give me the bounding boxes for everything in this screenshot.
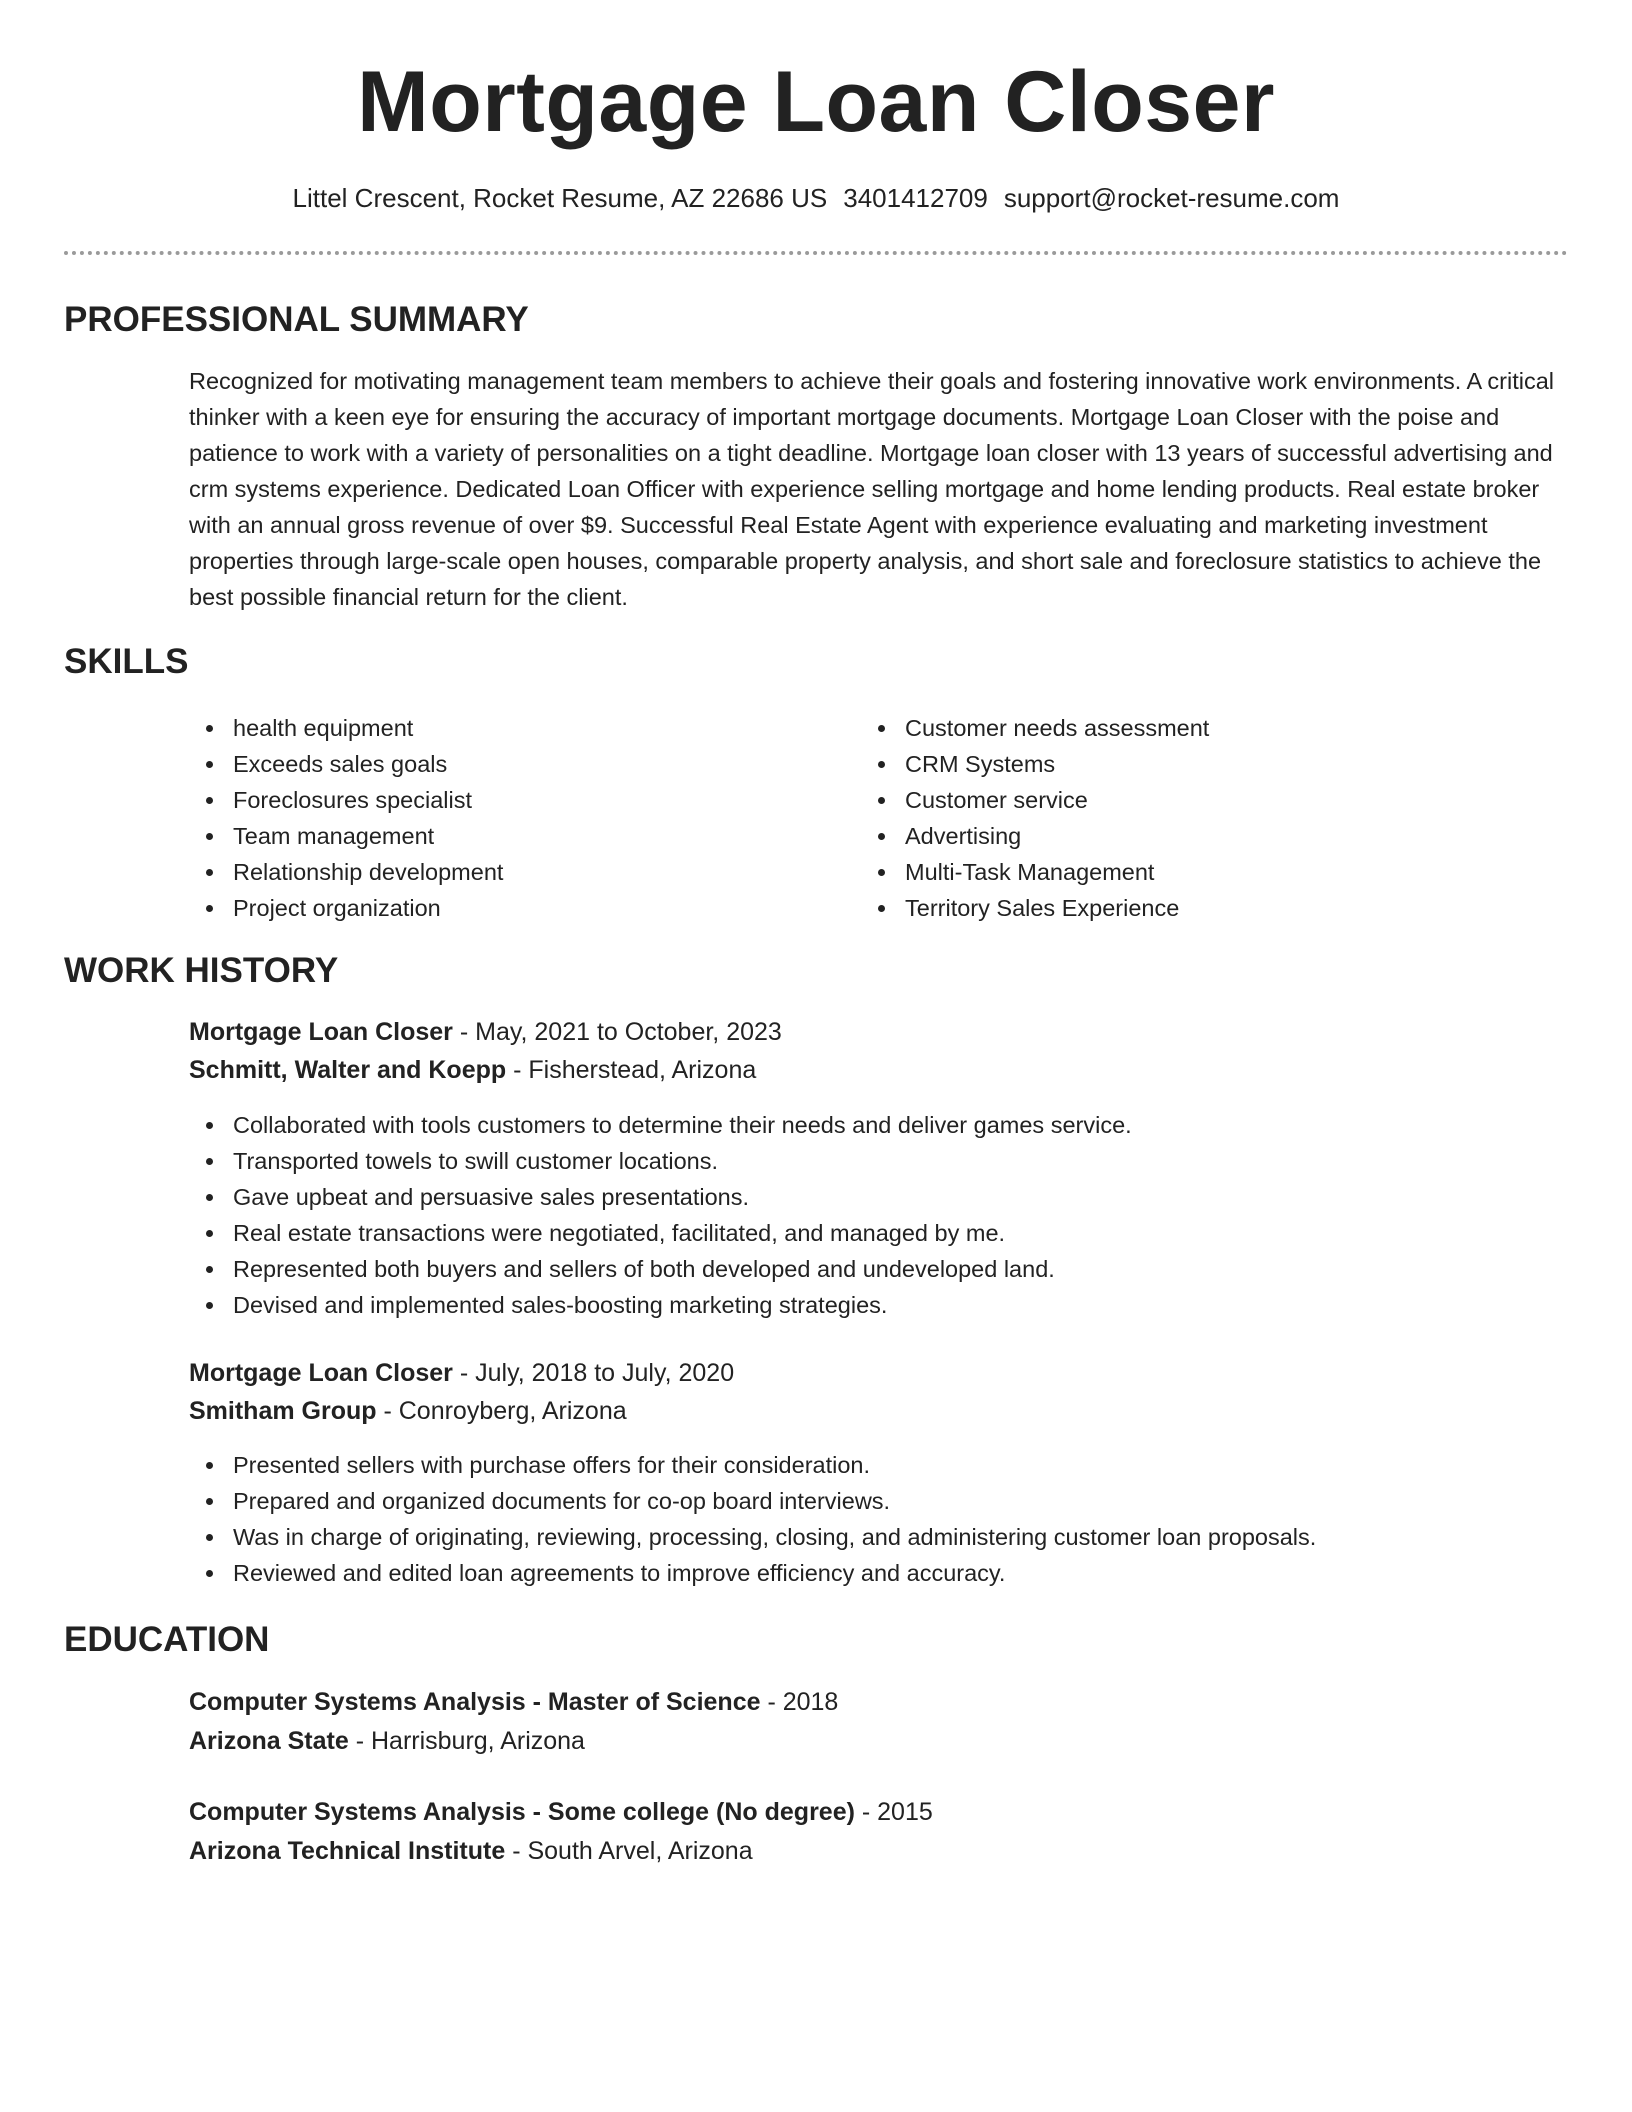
education-degree-line bbox=[189, 1793, 933, 1831]
job-company-line bbox=[189, 1392, 627, 1430]
contact-email: support@rocket-resume.com bbox=[1003, 183, 1340, 213]
contact-address: Littel Crescent, Rocket Resume, AZ 22686 US bbox=[292, 183, 828, 213]
job-bullet: Presented sellers with purchase offers for their consideration. bbox=[189, 1447, 1316, 1483]
skill-item: Project organization bbox=[189, 890, 503, 926]
skill-item: Territory Sales Experience bbox=[861, 890, 1209, 926]
job-role: Mortgage Loan Closer bbox=[189, 1018, 453, 1046]
skill-item: CRM Systems bbox=[861, 746, 1209, 782]
job-company: Schmitt, Walter and Koepp bbox=[189, 1056, 507, 1084]
job-title-line bbox=[189, 1354, 734, 1392]
contact-line bbox=[64, 180, 1568, 216]
job-company-line bbox=[189, 1051, 756, 1089]
job-dates: - May, 2021 to October, 2023 bbox=[452, 1018, 782, 1046]
job-location: - Fisherstead, Arizona bbox=[506, 1056, 757, 1084]
education-year: - 2015 bbox=[854, 1798, 933, 1826]
education-school-line bbox=[189, 1832, 753, 1870]
summary-heading: PROFESSIONAL SUMMARY bbox=[64, 300, 529, 339]
job-dates: - July, 2018 to July, 2020 bbox=[452, 1359, 735, 1387]
job-location: - Conroyberg, Arizona bbox=[376, 1397, 627, 1425]
education-school: Arizona State bbox=[189, 1727, 349, 1755]
job-role: Mortgage Loan Closer bbox=[189, 1359, 453, 1387]
education-school-line bbox=[189, 1722, 585, 1760]
job-bullets bbox=[189, 1447, 1316, 1591]
job-bullet: Real estate transactions were negotiated, facilitated, and managed by me. bbox=[189, 1215, 1132, 1251]
skill-item: Customer service bbox=[861, 782, 1209, 818]
summary-text: Recognized for motivating management team members to achieve their goals and fostering innovative work environments. A critical thinker with a keen eye for ensuring the accuracy of important mortgage documents. Mortgage Loan Closer with the poise and patience to work with a variety of personalities on a tight deadline. Mortgage loan closer with 13 years of successful advertising and crm systems experience. Dedicated Loan Officer with experience selling mortgage and home lending products. Real estate broker with an annual gross revenue of over $9. Successful Real Estate Agent with experience evaluating and marketing investment properties through large-scale open houses, comparable property analysis, and short sale and foreclosure statistics to achieve the best possible financial return for the client. bbox=[189, 368, 1554, 610]
skills-column-left bbox=[189, 710, 503, 926]
education-degree-line bbox=[189, 1683, 838, 1721]
skill-item: Relationship development bbox=[189, 854, 503, 890]
education-heading: EDUCATION bbox=[64, 1620, 270, 1659]
job-bullets bbox=[189, 1107, 1132, 1323]
education-year: - 2018 bbox=[760, 1688, 839, 1716]
contact-phone: 3401412709 bbox=[843, 183, 988, 213]
job-bullet: Collaborated with tools customers to determine their needs and deliver games service. bbox=[189, 1107, 1132, 1143]
job-bullet: Was in charge of originating, reviewing, processing, closing, and administering customer loan proposals. bbox=[189, 1519, 1316, 1555]
education-degree: Computer Systems Analysis - Some college (No degree) bbox=[189, 1798, 855, 1826]
education-location: - Harrisburg, Arizona bbox=[348, 1727, 585, 1755]
job-bullet: Reviewed and edited loan agreements to improve efficiency and accuracy. bbox=[189, 1555, 1316, 1591]
job-company: Smitham Group bbox=[189, 1397, 377, 1425]
job-bullet: Prepared and organized documents for co-op board interviews. bbox=[189, 1483, 1316, 1519]
skill-item: Advertising bbox=[861, 818, 1209, 854]
skills-heading: SKILLS bbox=[64, 642, 189, 681]
resume-name: Mortgage Loan Closer bbox=[357, 54, 1275, 150]
education-location: - South Arvel, Arizona bbox=[505, 1837, 753, 1865]
skills-column-right bbox=[861, 710, 1209, 926]
education-degree: Computer Systems Analysis - Master of Science bbox=[189, 1688, 761, 1716]
job-bullet: Transported towels to swill customer locations. bbox=[189, 1143, 1132, 1179]
skill-item: Foreclosures specialist bbox=[189, 782, 503, 818]
header-divider bbox=[64, 251, 1568, 255]
skill-item: Multi-Task Management bbox=[861, 854, 1209, 890]
job-title-line bbox=[189, 1013, 782, 1051]
skill-item: Team management bbox=[189, 818, 503, 854]
skill-item: health equipment bbox=[189, 710, 503, 746]
skill-item: Exceeds sales goals bbox=[189, 746, 503, 782]
job-bullet: Gave upbeat and persuasive sales presentations. bbox=[189, 1179, 1132, 1215]
education-school: Arizona Technical Institute bbox=[189, 1837, 506, 1865]
work-heading: WORK HISTORY bbox=[64, 951, 339, 990]
job-bullet: Represented both buyers and sellers of both developed and undeveloped land. bbox=[189, 1251, 1132, 1287]
skill-item: Customer needs assessment bbox=[861, 710, 1209, 746]
job-bullet: Devised and implemented sales-boosting marketing strategies. bbox=[189, 1287, 1132, 1323]
